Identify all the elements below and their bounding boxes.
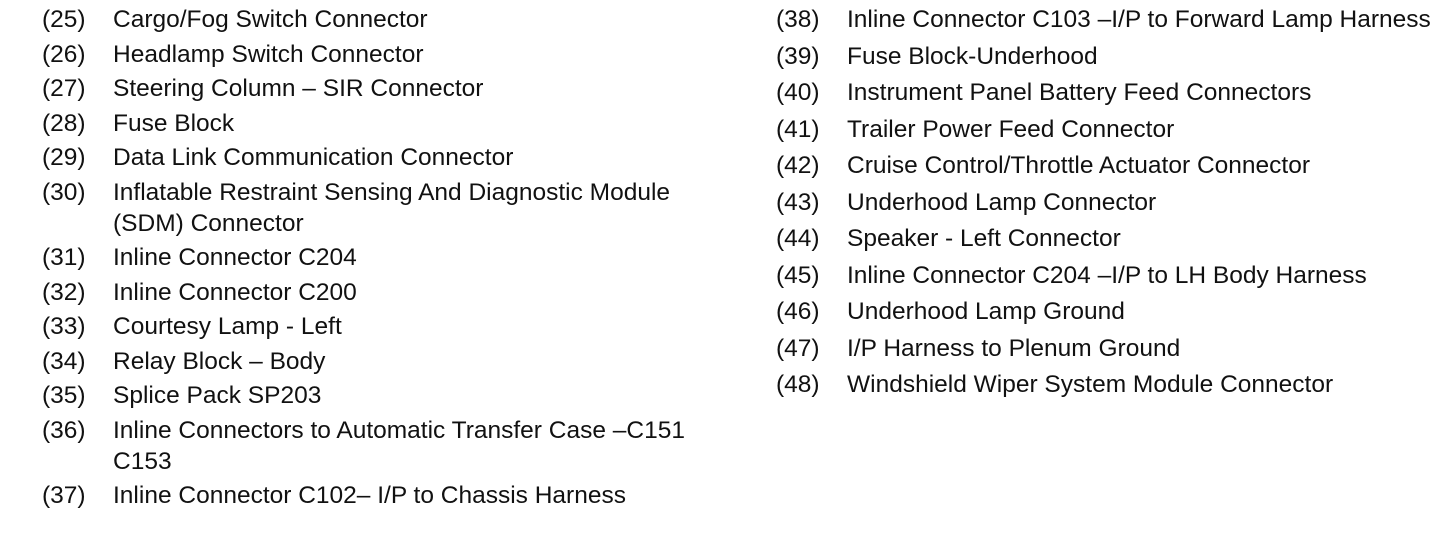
legend-item-47 bbox=[776, 333, 1446, 364]
item-label: Trailer Power Feed Connector bbox=[847, 115, 1175, 143]
item-number: (41) bbox=[776, 115, 820, 143]
legend-item-45 bbox=[776, 260, 1446, 291]
item-number: (39) bbox=[776, 42, 820, 70]
item-number: (32) bbox=[42, 278, 86, 306]
item-label: Data Link Communication Connector bbox=[113, 144, 514, 171]
item-number: (43) bbox=[776, 188, 820, 216]
item-label: Inline Connector C204 bbox=[113, 244, 357, 271]
legend-item-35 bbox=[42, 380, 722, 411]
legend-item-42 bbox=[776, 150, 1446, 181]
item-number: (25) bbox=[42, 6, 86, 33]
item-number: (37) bbox=[42, 482, 86, 509]
item-label: Inline Connector C200 bbox=[113, 278, 357, 306]
legend-item-44 bbox=[776, 223, 1446, 254]
legend-item-34 bbox=[42, 346, 722, 377]
item-label: Instrument Panel Battery Feed Connectors bbox=[847, 79, 1312, 106]
item-number: (30) bbox=[42, 178, 86, 206]
item-label: Fuse Block bbox=[113, 109, 235, 137]
item-label: Underhood Lamp Ground bbox=[847, 298, 1125, 325]
item-label: Steering Column – SIR Connector bbox=[113, 75, 484, 102]
item-label: Inline Connector C102– I/P to Chassis Harness bbox=[113, 482, 626, 509]
item-number: (28) bbox=[42, 109, 86, 137]
legend-item-33 bbox=[42, 311, 722, 342]
item-label: Underhood Lamp Connector bbox=[847, 188, 1157, 216]
item-label: Inline Connectors to Automatic Transfer Case –C151 C153 bbox=[113, 416, 685, 475]
item-number: (36) bbox=[42, 416, 86, 444]
legend-column-left bbox=[42, 4, 722, 515]
item-label: Speaker - Left Connector bbox=[847, 225, 1121, 252]
legend-item-26 bbox=[42, 39, 722, 70]
item-number: (45) bbox=[776, 261, 820, 289]
item-label: Inflatable Restraint Sensing And Diagnostic Module (SDM) Connector bbox=[113, 178, 671, 237]
item-number: (38) bbox=[776, 6, 820, 33]
item-number: (27) bbox=[42, 75, 86, 102]
item-label: Inline Connector C204 –I/P to LH Body Harness bbox=[847, 261, 1367, 289]
item-label: I/P Harness to Plenum Ground bbox=[847, 334, 1181, 362]
legend-item-48 bbox=[776, 369, 1446, 400]
item-number: (31) bbox=[42, 244, 86, 271]
legend-item-46 bbox=[776, 296, 1446, 327]
item-number: (34) bbox=[42, 347, 86, 375]
legend-item-28 bbox=[42, 108, 722, 139]
item-label: Relay Block – Body bbox=[113, 347, 326, 375]
item-number: (42) bbox=[776, 152, 820, 179]
item-label: Inline Connector C103 –I/P to Forward Lamp Harness bbox=[847, 6, 1431, 33]
item-label: Windshield Wiper System Module Connector bbox=[847, 371, 1334, 398]
item-label: Cargo/Fog Switch Connector bbox=[113, 6, 428, 33]
legend-item-41 bbox=[776, 114, 1446, 145]
legend-item-38 bbox=[776, 4, 1446, 35]
legend-item-39 bbox=[776, 41, 1446, 72]
item-number: (40) bbox=[776, 79, 820, 106]
legend-item-27 bbox=[42, 73, 722, 104]
item-label: Splice Pack SP203 bbox=[113, 382, 322, 409]
item-number: (33) bbox=[42, 313, 86, 340]
legend-item-31 bbox=[42, 242, 722, 273]
item-number: (48) bbox=[776, 371, 820, 398]
item-label: Headlamp Switch Connector bbox=[113, 40, 424, 68]
item-label: Cruise Control/Throttle Actuator Connector bbox=[847, 152, 1310, 179]
legend-item-43 bbox=[776, 187, 1446, 218]
item-number: (35) bbox=[42, 382, 86, 409]
item-number: (46) bbox=[776, 298, 820, 325]
legend-item-29 bbox=[42, 142, 722, 173]
legend-item-37 bbox=[42, 480, 722, 511]
item-label: Fuse Block-Underhood bbox=[847, 42, 1098, 70]
legend-item-32 bbox=[42, 277, 722, 308]
item-number: (47) bbox=[776, 334, 820, 362]
legend-item-30 bbox=[42, 177, 722, 239]
item-number: (44) bbox=[776, 225, 820, 252]
legend-item-25 bbox=[42, 4, 722, 35]
legend-item-40 bbox=[776, 77, 1446, 108]
legend-item-36 bbox=[42, 415, 722, 477]
item-label: Courtesy Lamp - Left bbox=[113, 313, 342, 340]
item-number: (26) bbox=[42, 40, 86, 68]
legend-column-right bbox=[776, 4, 1446, 406]
item-number: (29) bbox=[42, 144, 86, 171]
